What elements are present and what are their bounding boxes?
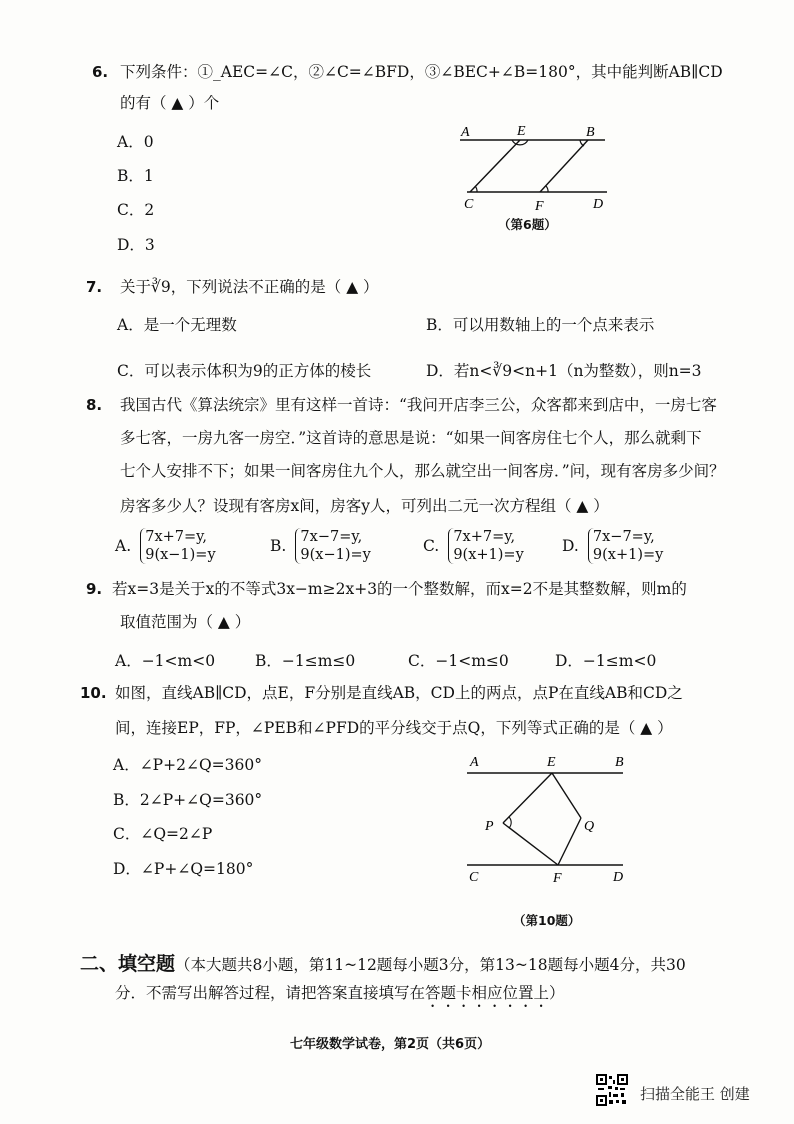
q7-option-a: A．是一个无理数	[117, 316, 237, 334]
page-footer: 七年级数学试卷，第2页（共6页）	[290, 1037, 491, 1052]
option-label: A.	[115, 537, 132, 555]
equation-system	[295, 528, 370, 564]
q6-figure-caption: （第6题）	[498, 217, 557, 232]
question-7	[86, 277, 102, 297]
q8-option-b	[270, 528, 371, 564]
section-title: 二、填空题	[80, 953, 176, 975]
q9-option-a: A．−1<m<0	[115, 652, 216, 670]
equation-1: 7x−7=y,	[592, 529, 655, 545]
label-f: F	[535, 199, 544, 214]
question-9	[86, 579, 102, 599]
q6-stem-line1: 下列条件：①_AEC=∠C，②∠C=∠BFD，③∠BEC+∠B=180°，其中能判断AB∥CD	[120, 63, 723, 81]
question-number: 9.	[86, 580, 103, 598]
label-p: P	[485, 819, 494, 834]
option-label: B.	[270, 537, 287, 555]
question-number: 10.	[80, 684, 107, 702]
q9-option-c: C．−1<m≤0	[408, 652, 509, 670]
label-a: A	[461, 125, 470, 140]
label-b: B	[615, 755, 624, 770]
equation-system	[588, 528, 663, 564]
section-description-line1: （本大题共8小题，第11~12题每小题3分，第13~18题每小题4分，共30	[175, 956, 686, 974]
label-a: A	[470, 755, 479, 770]
q6-option-d: D．3	[117, 236, 155, 254]
question-number: 7.	[86, 278, 103, 296]
q10-option-b: B．2∠P+∠Q=360°	[113, 791, 263, 809]
q8-option-d	[562, 528, 663, 564]
equation-1: 7x+7=y,	[453, 529, 516, 545]
equation-1: 7x−7=y,	[300, 529, 363, 545]
q10-stem-line1: 如图，直线AB∥CD，点E，F分别是直线AB，CD上的两点，点P在直线AB和CD之	[115, 684, 683, 702]
qr-code-icon	[596, 1074, 628, 1110]
label-e: E	[547, 755, 556, 770]
q6-option-c: C．2	[117, 201, 155, 219]
question-number: 8.	[86, 396, 103, 414]
equation-1: 7x+7=y,	[145, 529, 208, 545]
equation-2: 9(x−1)=y	[300, 547, 371, 563]
label-d: D	[593, 197, 604, 212]
q6-stem-line2: 的有（ ▲ ）个	[120, 94, 220, 112]
q9-stem-line1: 若x=3是关于x的不等式3x−m≥2x+3的一个整数解，而x=2不是其整数解，则m的	[112, 580, 687, 598]
label-e: E	[517, 124, 526, 139]
section-description-emphasis: 答题卡相应位置上	[425, 984, 550, 1002]
label-f: F	[553, 871, 562, 886]
question-10	[80, 683, 107, 703]
q10-figure	[460, 748, 635, 892]
q9-stem-line2: 取值范围为（ ▲ ）	[120, 613, 251, 631]
section-2-description-line2	[115, 983, 565, 1011]
equation-2: 9(x−1)=y	[145, 547, 216, 563]
label-b: B	[586, 125, 595, 140]
q7-stem-pre: 关于	[120, 278, 152, 296]
q6-option-b: B．1	[117, 167, 154, 185]
question-8	[86, 395, 102, 415]
q7-stem-post: ，下列说法不正确的是（ ▲ ）	[170, 278, 379, 296]
label-c: C	[464, 197, 474, 212]
question-6	[92, 62, 108, 82]
q7-stem	[120, 277, 379, 297]
q10-option-c: C．∠Q=2∠P	[113, 825, 213, 843]
label-d: D	[613, 870, 624, 885]
q8-option-c	[423, 528, 524, 564]
q8-stem-line3: 七个人安排不下；如果一间客房住九个人，那么就空出一间客房．”问，现有客房多少间？	[120, 462, 725, 480]
q7-option-c: C．可以表示体积为9的正方体的棱长	[117, 362, 372, 380]
label-c: C	[469, 870, 479, 885]
q8-stem-line1: 我国古代《算法统宗》里有这样一首诗：“我问开店李三公，众客都来到店中，一房七客	[120, 396, 717, 414]
section-2-heading	[80, 949, 686, 976]
q7-option-d: D．若n<∛9<n+1（n为整数），则n=3	[426, 362, 702, 380]
q10-stem-line2: 间，连接EP，FP，∠PEB和∠PFD的平分线交于点Q，下列等式正确的是（ ▲ ）	[115, 719, 673, 737]
equation-system	[448, 528, 523, 564]
q10-option-a: A．∠P+2∠Q=360°	[113, 756, 262, 774]
q10-figure-caption: （第10题）	[513, 913, 581, 928]
scanner-watermark-text: 扫描全能王 创建	[640, 1085, 750, 1103]
section-description-pre: 分．不需写出解答过程，请把答案直接填写在	[115, 984, 426, 1002]
label-q: Q	[584, 819, 595, 834]
equation-2: 9(x+1)=y	[453, 547, 524, 563]
cube-root-expression: ∛9	[151, 278, 171, 296]
option-label: C.	[423, 537, 440, 555]
q8-option-a	[115, 528, 216, 564]
q9-option-b: B．−1≤m≤0	[255, 652, 356, 670]
q9-option-d: D．−1≤m<0	[555, 652, 657, 670]
q8-stem-line4: 房客多少人？设现有客房x间，房客y人，可列出二元一次方程组（ ▲ ）	[120, 497, 609, 515]
q8-stem-line2: 多七客，一房九客一房空．”这首诗的意思是说：“如果一间客房住七个人，那么就剩下	[120, 429, 702, 447]
equation-2: 9(x+1)=y	[592, 547, 664, 563]
option-label: D.	[562, 537, 579, 555]
q7-option-b: B．可以用数轴上的一个点来表示	[426, 316, 655, 334]
equation-system	[140, 528, 215, 564]
q6-option-a: A．0	[117, 133, 154, 151]
q10-option-d: D．∠P+∠Q=180°	[113, 860, 254, 878]
question-number: 6.	[92, 63, 109, 81]
section-description-post: ）	[549, 984, 565, 1002]
